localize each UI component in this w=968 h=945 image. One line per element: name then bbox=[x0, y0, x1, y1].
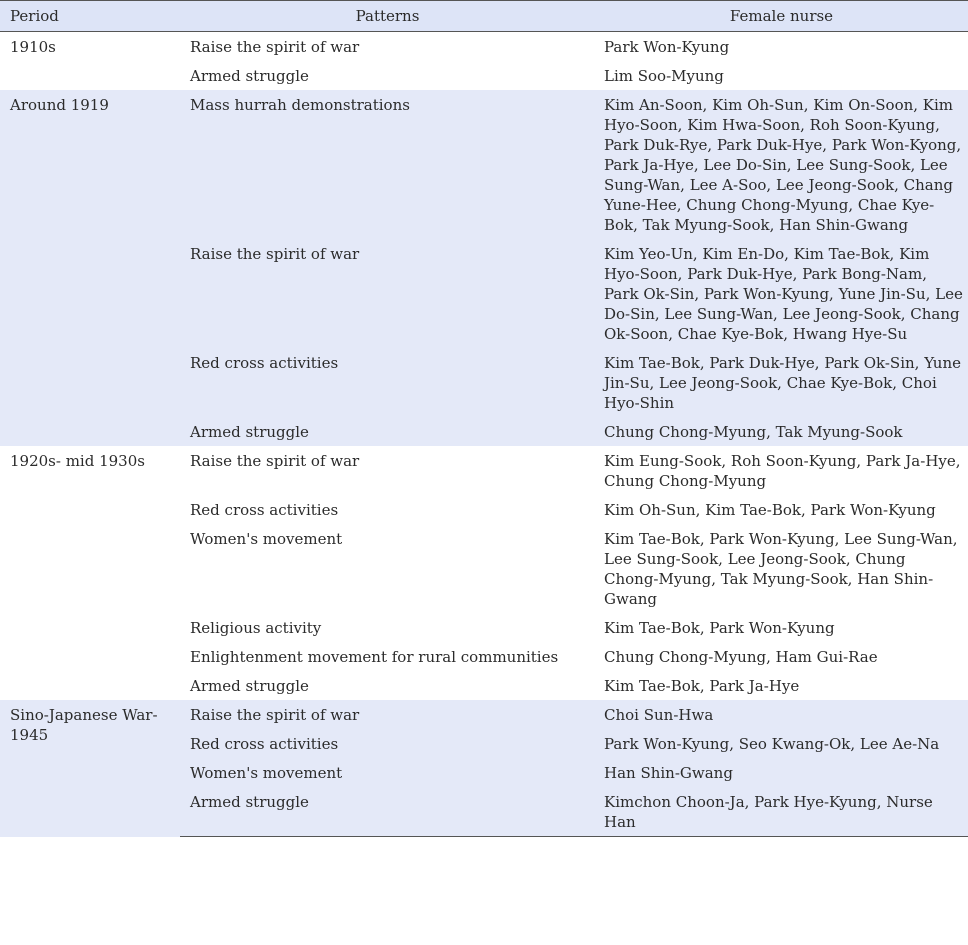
pattern-cell: Women's movement bbox=[180, 524, 595, 613]
pattern-cell: Enlightenment movement for rural communities bbox=[180, 642, 595, 671]
female-nurse-cell: Kim Eung-Sook, Roh Soon-Kyung, Park Ja-Hye, Chung Chong-Myung bbox=[595, 446, 968, 495]
table-row bbox=[0, 446, 968, 495]
table-row bbox=[0, 32, 968, 62]
pattern-cell: Mass hurrah demonstrations bbox=[180, 90, 595, 239]
female-nurse-cell: Han Shin-Gwang bbox=[595, 758, 968, 787]
pattern-cell: Raise the spirit of war bbox=[180, 32, 595, 62]
female-nurse-cell: Kim Yeo-Un, Kim En-Do, Kim Tae-Bok, Kim Hyo-Soon, Park Duk-Hye, Park Bong-Nam, Park Ok-Sin, Park Won-Kyung, Yune Jin-Su, Lee Do-Sin, Lee Sung-Wan, Lee Jeong-Sook, Chang Ok-Soon, Chae Kye-Bok, Hwang Hye-Su bbox=[595, 239, 968, 348]
female-nurse-cell: Park Won-Kyung, Seo Kwang-Ok, Lee Ae-Na bbox=[595, 729, 968, 758]
table-row bbox=[0, 90, 968, 239]
pattern-cell: Religious activity bbox=[180, 613, 595, 642]
header-period: Period bbox=[0, 1, 180, 32]
table-header bbox=[0, 1, 968, 32]
pattern-cell: Raise the spirit of war bbox=[180, 446, 595, 495]
female-nurse-cell: Kim Oh-Sun, Kim Tae-Bok, Park Won-Kyung bbox=[595, 495, 968, 524]
pattern-cell: Red cross activities bbox=[180, 495, 595, 524]
female-nurse-cell: Lim Soo-Myung bbox=[595, 61, 968, 90]
pattern-cell: Armed struggle bbox=[180, 417, 595, 446]
pattern-cell: Armed struggle bbox=[180, 61, 595, 90]
period-group bbox=[0, 32, 968, 91]
female-nurse-cell: Kim Tae-Bok, Park Ja-Hye bbox=[595, 671, 968, 700]
header-female-nurse: Female nurse bbox=[595, 1, 968, 32]
period-group bbox=[0, 90, 968, 446]
female-nurse-cell: Kim An-Soon, Kim Oh-Sun, Kim On-Soon, Kim Hyo-Soon, Kim Hwa-Soon, Roh Soon-Kyung, Park Duk-Rye, Park Duk-Hye, Park Won-Kyong, Park Ja-Hye, Lee Do-Sin, Lee Sung-Sook, Lee Sung-Wan, Lee A-Soo, Lee Jeong-Sook, Chang Yune-Hee, Chung Chong-Myung, Chae Kye-Bok, Tak Myung-Sook, Han Shin-Gwang bbox=[595, 90, 968, 239]
header-patterns: Patterns bbox=[180, 1, 595, 32]
female-nurse-cell: Park Won-Kyung bbox=[595, 32, 968, 62]
period-cell: 1910s bbox=[0, 32, 180, 91]
period-cell: 1920s- mid 1930s bbox=[0, 446, 180, 700]
header-row bbox=[0, 1, 968, 32]
period-cell: Around 1919 bbox=[0, 90, 180, 446]
period-group bbox=[0, 700, 968, 837]
female-nurse-cell: Kim Tae-Bok, Park Won-Kyung, Lee Sung-Wan, Lee Sung-Sook, Lee Jeong-Sook, Chung Chong-Myung, Tak Myung-Sook, Han Shin-Gwang bbox=[595, 524, 968, 613]
female-nurse-cell: Kim Tae-Bok, Park Duk-Hye, Park Ok-Sin, Yune Jin-Su, Lee Jeong-Sook, Chae Kye-Bok, Choi Hyo-Shin bbox=[595, 348, 968, 417]
pattern-cell: Armed struggle bbox=[180, 671, 595, 700]
female-nurse-cell: Kim Tae-Bok, Park Won-Kyung bbox=[595, 613, 968, 642]
period-group bbox=[0, 446, 968, 700]
pattern-cell: Red cross activities bbox=[180, 729, 595, 758]
female-nurse-cell: Chung Chong-Myung, Tak Myung-Sook bbox=[595, 417, 968, 446]
table-row bbox=[0, 700, 968, 729]
female-nurse-cell: Kimchon Choon-Ja, Park Hye-Kyung, Nurse Han bbox=[595, 787, 968, 837]
pattern-cell: Raise the spirit of war bbox=[180, 700, 595, 729]
female-nurse-cell: Choi Sun-Hwa bbox=[595, 700, 968, 729]
pattern-cell: Women's movement bbox=[180, 758, 595, 787]
female-nurse-cell: Chung Chong-Myung, Ham Gui-Rae bbox=[595, 642, 968, 671]
period-cell: Sino-Japanese War-1945 bbox=[0, 700, 180, 837]
pattern-cell: Raise the spirit of war bbox=[180, 239, 595, 348]
pattern-cell: Armed struggle bbox=[180, 787, 595, 837]
pattern-cell: Red cross activities bbox=[180, 348, 595, 417]
